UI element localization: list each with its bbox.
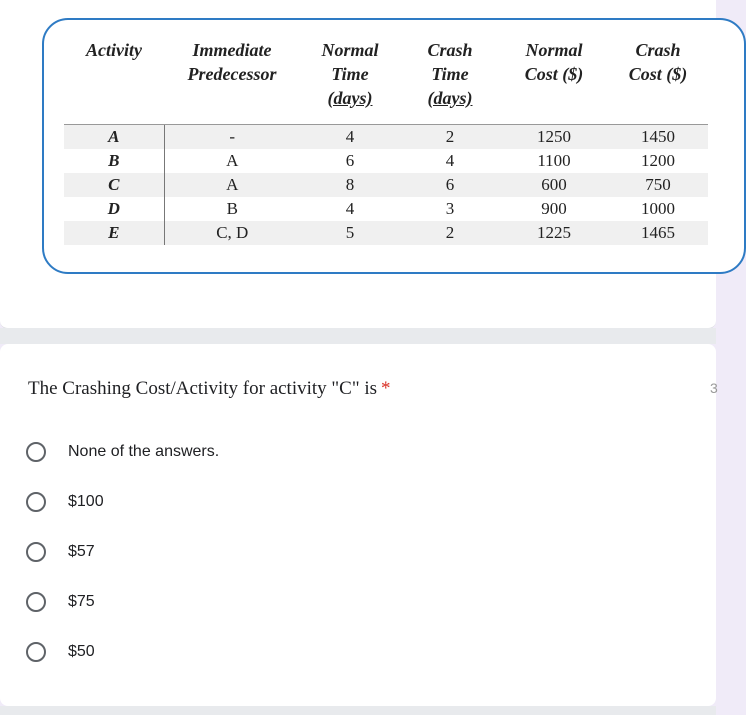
cell-normal-time: 6 bbox=[345, 151, 355, 170]
cell-normal-time: 5 bbox=[300, 221, 400, 245]
points-indicator: 3 bbox=[710, 380, 718, 396]
cell-activity: B bbox=[64, 149, 164, 173]
crashing-data-table bbox=[64, 38, 708, 245]
cell-predecessor: - bbox=[164, 125, 300, 150]
cell-predecessor: A bbox=[226, 151, 239, 170]
cell-crash-cost: 1450 bbox=[608, 125, 708, 150]
table-row bbox=[64, 125, 708, 150]
bottom-separator bbox=[0, 706, 716, 715]
header-crash-cost: Crash Cost ($) bbox=[608, 38, 708, 125]
cell-normal-cost: 1250 bbox=[500, 125, 608, 150]
cell-crash-cost: 750 bbox=[608, 173, 708, 197]
header-immediate-predecessor: Immediate Predecessor bbox=[164, 38, 300, 125]
cell-normal-cost: 600 bbox=[500, 173, 608, 197]
header-normal-cost: Normal Cost ($) bbox=[500, 38, 608, 125]
radio-icon[interactable] bbox=[26, 642, 46, 662]
radio-icon[interactable] bbox=[26, 542, 46, 562]
cell-crash-cost: 1000 bbox=[641, 199, 675, 218]
option-none-of-the-answers[interactable] bbox=[26, 438, 219, 466]
cell-normal-time: 8 bbox=[300, 173, 400, 197]
cell-predecessor: C, D bbox=[164, 221, 300, 245]
cell-crash-time: 3 bbox=[445, 199, 455, 218]
cell-activity: D bbox=[64, 197, 164, 221]
option-label: $100 bbox=[68, 493, 104, 510]
header-activity: Activity bbox=[64, 38, 164, 125]
option-label: $75 bbox=[68, 593, 95, 610]
option-label: $57 bbox=[68, 543, 95, 560]
header-crash-time: Crash Time (days) bbox=[400, 38, 500, 125]
cell-crash-time: 2 bbox=[400, 125, 500, 150]
option-label: $50 bbox=[68, 643, 95, 660]
cell-crash-time: 6 bbox=[400, 173, 500, 197]
table-row bbox=[64, 149, 708, 173]
option-100[interactable] bbox=[26, 488, 104, 516]
cell-normal-cost: 900 bbox=[541, 199, 567, 218]
table-row bbox=[64, 197, 708, 221]
cell-normal-time: 4 bbox=[300, 125, 400, 150]
cell-crash-cost: 1200 bbox=[641, 151, 675, 170]
table-row bbox=[64, 221, 708, 245]
option-label: None of the answers. bbox=[68, 443, 220, 460]
question-title bbox=[28, 378, 391, 400]
card-separator bbox=[0, 328, 716, 344]
option-50[interactable] bbox=[26, 638, 95, 666]
cell-predecessor: A bbox=[164, 173, 300, 197]
cell-normal-cost: 1100 bbox=[537, 151, 571, 170]
cell-activity: C bbox=[64, 173, 164, 197]
cell-normal-cost: 1225 bbox=[500, 221, 608, 245]
radio-icon[interactable] bbox=[26, 592, 46, 612]
cell-crash-cost: 1465 bbox=[608, 221, 708, 245]
option-57[interactable] bbox=[26, 538, 95, 566]
table-row bbox=[64, 173, 708, 197]
cell-predecessor: B bbox=[226, 199, 238, 218]
question-text: The Crashing Cost/Activity for activity "C" is bbox=[28, 378, 378, 399]
cell-crash-time: 4 bbox=[445, 151, 455, 170]
cell-activity: E bbox=[64, 221, 164, 245]
cell-normal-time: 4 bbox=[345, 199, 355, 218]
cell-crash-time: 2 bbox=[400, 221, 500, 245]
required-asterisk: * bbox=[381, 378, 391, 399]
table-header-row bbox=[64, 38, 708, 125]
header-normal-time: Normal Time (days) bbox=[300, 38, 400, 125]
radio-icon[interactable] bbox=[26, 492, 46, 512]
radio-icon[interactable] bbox=[26, 442, 46, 462]
cell-activity: A bbox=[64, 125, 164, 150]
option-75[interactable] bbox=[26, 588, 95, 616]
